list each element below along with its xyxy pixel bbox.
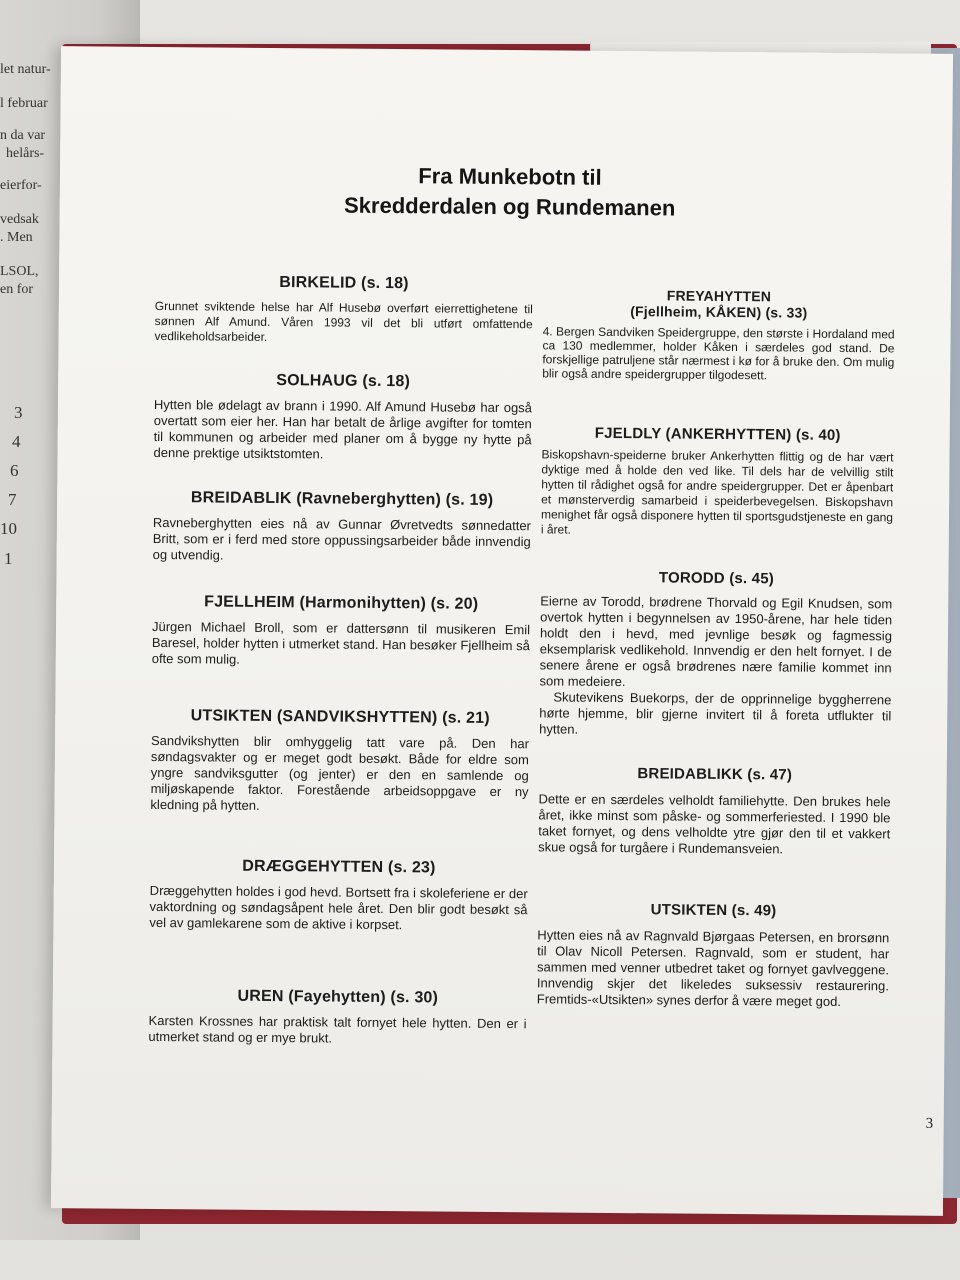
section-solhaug [153,371,532,464]
section-freyahytten [542,286,895,383]
section-body: Jürgen Michael Broll, som er dattersønn til musikeren Emil Baresel, holder hytten i utmerket stand. Han besøker Fjellheim så ofte som mulig. [151,618,531,667]
section-heading: BREIDABLIKK (s. 47) [637,765,793,784]
left-page-fragment: en for [0,282,34,297]
section-heading: BREIDABLIK (Ravneberghytten) (s. 19) [190,489,494,509]
section-heading: UTSIKTEN (SANDVIKSHYTTEN) (s. 21) [190,707,490,727]
section-heading: SOLHAUG (s. 18) [276,372,411,391]
section-birkelid [154,273,533,347]
left-page-number: 6 [10,461,19,480]
section-utsikten [537,900,890,1010]
section-heading: FREYAHYTTEN [666,287,772,305]
section-utsikten-sandvikshytten [150,707,529,816]
section-heading: FJELDLY (ANKERHYTTEN) (s. 40) [594,424,841,444]
left-page-number: 4 [12,432,21,451]
left-page-fragment: LSOL, [0,264,39,279]
right-column [536,286,895,1009]
section-uren [148,987,526,1048]
section-body: Ravneberghytten eies nå av Gunnar Øvretvedts sønnedatter Britt, som er i ferd med store oppussingsarbeider både innvendig og utvendig. [152,514,531,563]
section-heading: UTSIKTEN (s. 49) [650,901,777,920]
section-body: Grunnet sviktende helse har Alf Husebø overført eierrettighetene til sønnen Alf Amund. Våren 1993 vil det bli utført omfattende vedlikeholdsarbeider. [154,298,533,344]
section-body: Hytten ble ødelagt av brann i 1990. Alf Amund Husebø har også overtatt som eier her. Han har betalt de årlige avgifter for tomten til kommunen og arbeider med planer om å bygge ny hytte på denne prektige utsiktstomten. [153,396,533,462]
left-page-fragment: . Men [0,230,33,245]
section-subheading: (Fjellheim, KÅKEN) (s. 33) [630,303,808,321]
left-column [148,267,533,1046]
document-page [51,46,953,1216]
section-heading: FJELLHEIM (Harmonihytten) (s. 20) [204,593,479,613]
title-line-1: Fra Munkebotn til [418,163,602,190]
page-number: 3 [925,1115,934,1132]
section-heading: DRÆGGEHYTTEN (s. 23) [242,857,436,877]
left-page-fragment: eierfor- [0,178,42,193]
section-body: 4. Bergen Sandviken Speidergruppe, den største i Hordaland med ca 130 medlemmer, holder Kåken i særdeles god stand. De forskjellige patruljene står nærmest i kø for å bruke den. Om mulig blir også andre speidergrupper tilgodesett. [542,324,895,383]
title-line-2: Skredderdalen og Rundemanen [343,192,676,221]
section-fjeldly [541,424,894,540]
section-heading: BIRKELID (s. 18) [279,274,409,293]
left-page-fragment: l februar [0,96,48,111]
section-body: Dræggehytten holdes i god hevd. Bortsett fra i skoleferiene er der vaktordning og søndagsåpent hele året. Den blir godt besøkt så vel av gamlekarene som de aktive i korpset. [149,882,528,933]
section-heading: TORODD (s. 45) [658,569,775,588]
page-title [240,160,781,225]
left-page-number: 7 [8,490,17,509]
section-breidablikk [538,764,891,858]
left-page-number: 10 [0,519,17,538]
section-dreggehytten [149,857,528,934]
left-page-fragment: let natur- [0,62,51,77]
section-body: Dette er en særdeles velholdt familiehytte. Den brukes hele året, ikke minst som påske- og sommerferiested. I 1990 ble taket fornyet, og dens velholdte ytre gjør den til et vakkert skue også for turgåere i Rundemansveien. [538,791,891,857]
section-breidablik [153,489,532,566]
section-body: Biskopshavn-speiderne bruker Ankerhytten flittig og de har vært dyktige med å holde den ved like. Til dels har de velvillig stilt hytten til rådighet også for andre speidergrupper. Det er åpenbart et mønsterverdig samarbeid i speiderbevegelsen. Biskopshavn menighet får også disponere hytten til sportsgudstjeneste en gang i året. [540,447,894,537]
section-torodd [539,568,892,740]
left-page-fragment: helårs- [6,146,45,161]
section-fjellheim [152,593,531,670]
left-page-fragment: vedsak [0,212,39,227]
left-page-fragment: n da var [0,128,46,143]
left-page-number: 3 [14,403,23,422]
section-body: Karsten Krossnes har praktisk talt fornyet hele hytten. Den er i utmerket stand og er mye brukt. [148,1012,527,1046]
section-body-continued: Skutevikens Buekorps, der de opprinnelige byggherrene hørte hjemme, blir gjerne invitert til å foreta utflukter til hytten. [539,689,892,737]
section-body: Eierne av Torodd, brødrene Thorvald og Egil Knudsen, som overtok hytten i begynnelsen av 1950-årene, har hele tiden holdt den i hevd, med jevnlige besøk og fagmessig eksemplarisk vedlikehold. Innvendig er den helt fornyet. I de senere årene er også brødrenes nære familie kommet inn som medeiere. [539,593,893,690]
section-body: Hytten eies nå av Ragnvald Bjørgaas Petersen, en brorsønn til Olav Nicoll Petersen. Ragnvald, som er student, har sammen med venner utbedret taket og fornyet gavlveggene. Innvendig skjer det likeledes suksessiv restaurering. Fremtids-«Utsikten» synes derfor å være meget god. [536,927,890,1009]
section-body: Sandvikshytten blir omhyggelig tatt vare på. Den har søndagsvakter og er meget godt besøkt. Både for eldre som yngre sandviksgutter (og jenter) er den en samlende og miljøskapende faktor. Forestående arbeidsoppgave er ny kledning på hytten. [150,732,530,813]
section-heading: UREN (Fayehytten) (s. 30) [237,987,439,1007]
left-page-number: 1 [4,549,13,568]
